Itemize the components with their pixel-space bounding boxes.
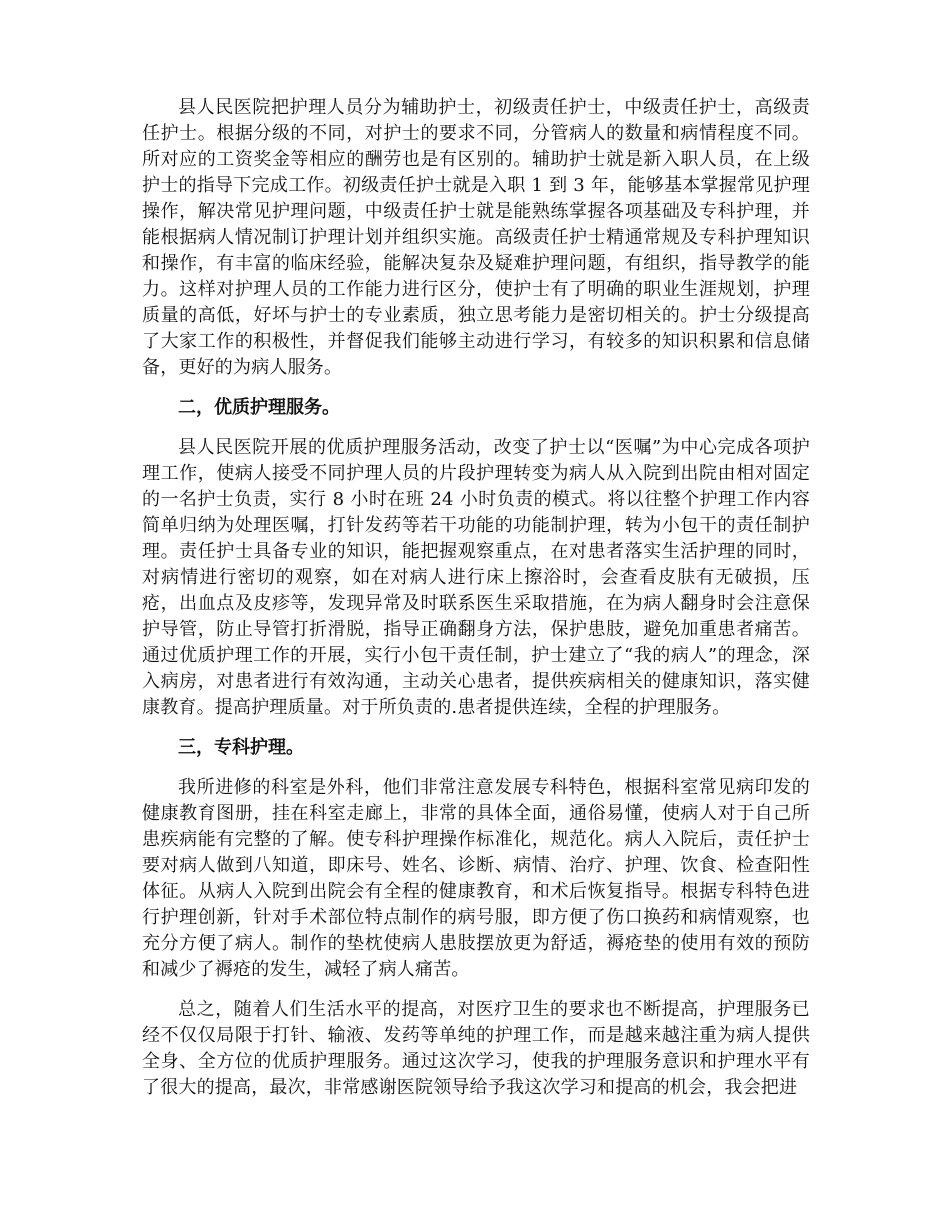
paragraph-nurse-grading: 县人民医院把护理人员分为辅助护士，初级责任护士，中级责任护士，高级责任护士。根据分级的不同，对护士的要求不同，分管病人的数量和病情程度不同。所对应的工资奖金等相应的酬劳也是有区别的。辅助护士就是新入职人员，在上级护士的指导下完成工作。初级责任护士就是入职 1 到 3 年，能够基本掌握常见护理操作，解决常见护理问题，中级责任护士就是能熟练掌握各项基础及专科护理，并能根据病人情况制订护理计划并组织实施。高级责任护士精通常规及专科护理知识和操作，有丰富的临床经验，能解决复杂及疑难护理问题，有组织，指导教学的能力。这样对护理人员的工作能力进行区分，使护士有了明确的职业生涯规划，护理质量的高低，好坏与护士的专业素质，独立思考能力是密切相关的。护士分级提高了大家工作的积极性，并督促我们能够主动进行学习，有较多的知识积累和信息储备，更好的为病人服务。 <box>142 97 810 378</box>
document-body <box>142 95 810 1115</box>
paragraph-conclusion: 总之，随着人们生活水平的提高，对医疗卫生的要求也不断提高，护理服务已经不仅仅局限于打针、输液、发药等单纯的护理工作，而是越来越注重为病人提供全身、全方位的优质护理服务。通过这次学习，使我的护理服务意识和护理水平有了很大的提高，最次，非常感谢医院领导给予我这次学习和提高的机会，我会把进 <box>142 999 810 1098</box>
paragraph-quality-care: 县人民医院开展的优质护理服务活动，改变了护士以“医嘱”为中心完成各项护理工作，使病人接受不同护理人员的片段护理转变为病人从入院到出院由相对固定的一名护士负责，实行 8 小时在班 24 小时负责的模式。将以往整个护理工作内容简单归纳为处理医嘱，打针发药等若干功能的功能制护理，转为小包干的责任制护理。责任护士具备专业的知识，能把握观察重点，在对患者落实生活护理的同时，对病情进行密切的观察，如在对病人进行床上擦浴时，会查看皮肤有无破损，压疮，出血点及皮疹等，发现异常及时联系医生采取措施，在为病人翻身时会注意保护导管，防止导管打折滑脱，指导正确翻身方法，保护患肢，避免加重患者痛苦。通过优质护理工作的开展，实行小包干责任制，护士建立了“我的病人”的理念，深入病房，对患者进行有效沟通，主动关心患者，提供疾病相关的健康知识，落实健康教育。提高护理质量。对于所负责的.患者提供连续，全程的护理服务。 <box>142 437 810 718</box>
paragraph-specialty-care: 我所进修的科室是外科，他们非常注意发展专科特色，根据科室常见病印发的健康教育图册，挂在科室走廊上，非常的具体全面，通俗易懂，使病人对于自己所患疾病能有完整的了解。使专科护理操作标准化，规范化。病人入院后，责任护士要对病人做到八知道，即床号、姓名、诊断、病情、治疗、护理、饮食、检查阳性体征。从病人入院到出院会有全程的健康教育，和术后恢复指导。根据专科特色进行护理创新，针对手术部位特点制作的病号服，即方便了伤口换药和病情观察，也充分方便了病人。制作的垫枕使病人患肢摆放更为舒适，褥疮垫的使用有效的预防和减少了褥疮的发生，减轻了病人痛苦。 <box>142 777 810 980</box>
section-heading-quality-care: 二，优质护理服务。 <box>178 397 340 418</box>
section-heading-specialty-care: 三，专科护理。 <box>178 737 304 758</box>
